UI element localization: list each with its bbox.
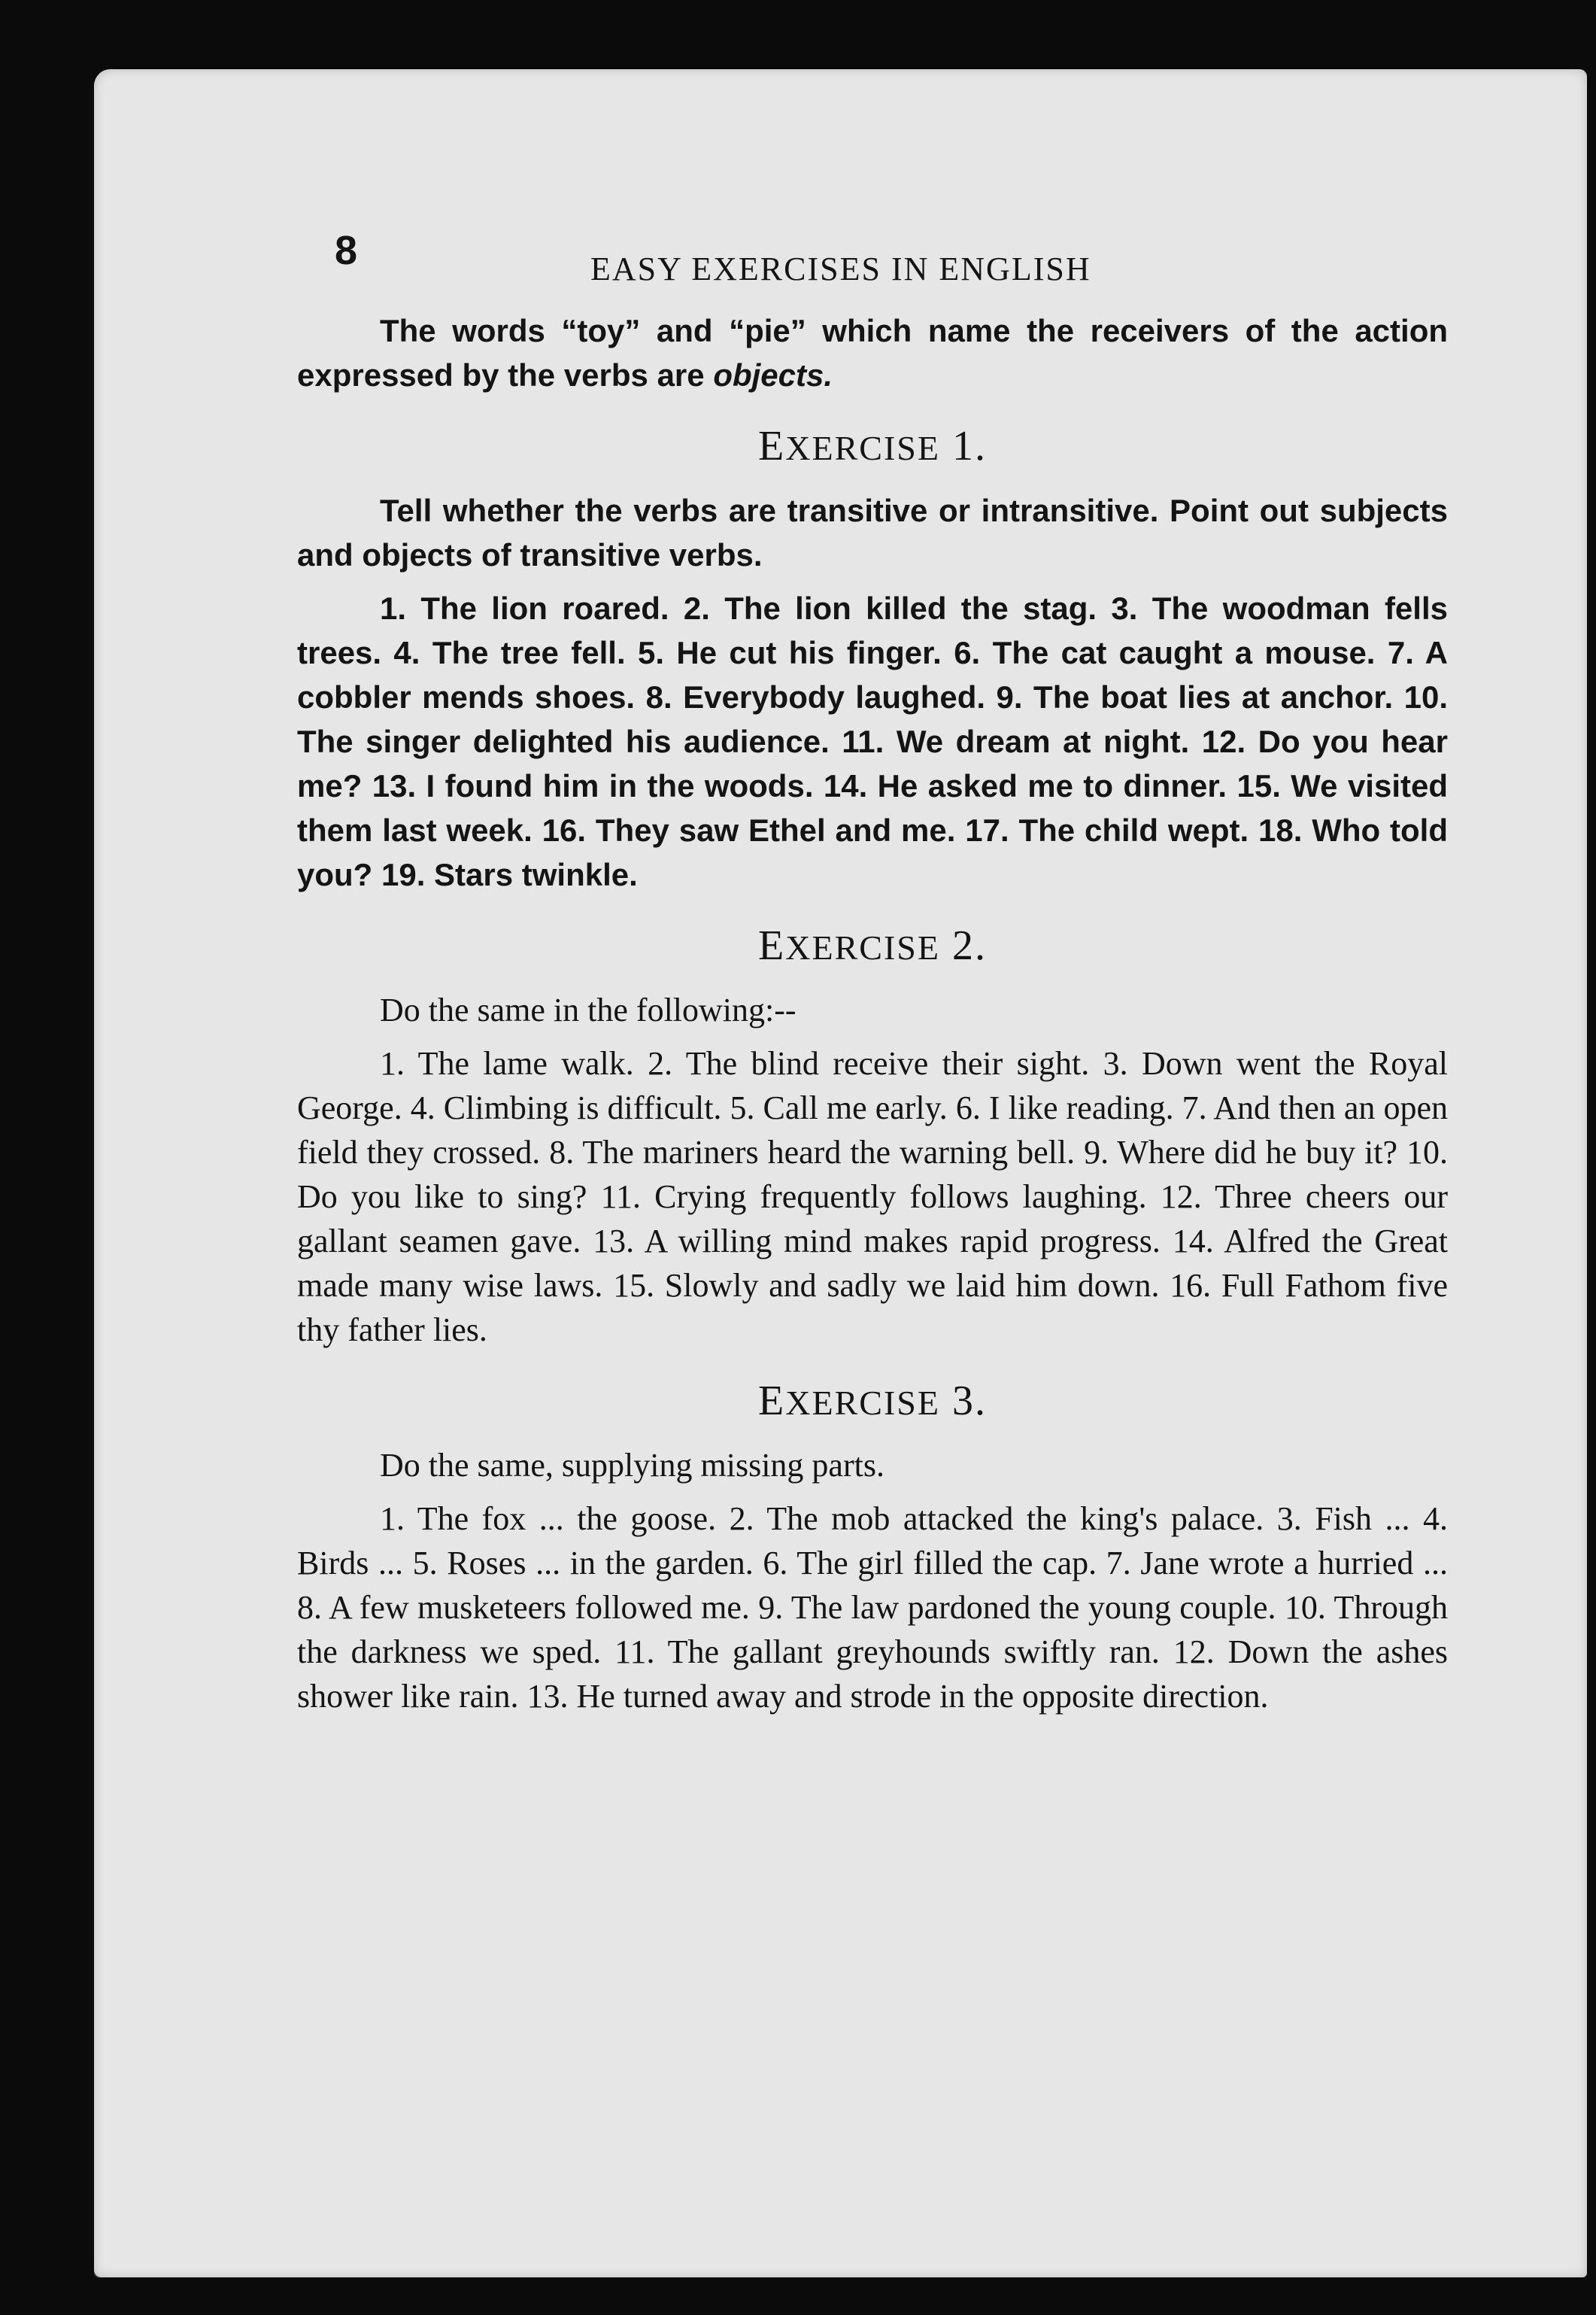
exercise-1-instruction: Tell whether the verbs are transitive or intransitive. Point out subjects and objects of transitive verbs. [297, 493, 1448, 573]
exercise-3-title: EXERCISE 3. [758, 1378, 987, 1424]
intro-text-1: The words “toy” and “pie” which name the [380, 313, 1091, 348]
intro-text-italic: objects. [713, 357, 833, 393]
exercise-3-items: 1. The fox ... the goose. 2. The mob attacked the king's palace. 3. Fish ... 4. Birds ... 5. Roses ... in the garden. 6. The girl filled the cap. 7. Jane wrote a hurried ... 8. A few musketeers followed me. 9. The law pardoned the young couple. 10. Through the darkness we sped. 11. The gallant greyhounds swiftly ran. 12. Down the ashes shower like rain. 13. He turned away and strode in the opposite direction. [297, 1500, 1448, 1715]
exercise-2-title: EXERCISE 2. [758, 922, 987, 969]
exercise-2-instruction: Do the same in the following:-- [380, 992, 796, 1028]
page-number: 8 [335, 228, 358, 273]
intro-paragraph [297, 308, 1448, 397]
intro-text-2: the action expressed by the verbs are [297, 313, 1448, 393]
exercise-3-instruction: Do the same, supplying missing parts. [380, 1447, 884, 1484]
exercise-1-items: 1. The lion roared. 2. The lion killed the stag. 3. The woodman fells trees. 4. The tree fell. 5. He cut his finger. 6. The cat caught a mouse. 7. A cobbler mends shoes. 8. Everybody laughed. 9. The boat lies at anchor. 10. The singer delighted his audience. 11. We dream at night. 12. Do you hear me? 13. I found him in the woods. 14. He asked me to dinner. 15. We visited them last week. 16. They saw Ethel and me. 17. The child wept. 18. Who told you? 19. Stars twinkle. [297, 591, 1448, 892]
page-header [297, 218, 1448, 308]
exercise-1-title: EXERCISE 1. [758, 423, 987, 469]
intro-text-bold: receivers of [1090, 313, 1276, 348]
running-head: EASY EXERCISES IN ENGLISH [590, 251, 1091, 287]
page-content [297, 218, 1448, 1718]
exercise-2-items: 1. The lame walk. 2. The blind receive their sight. 3. Down went the Royal George. 4. Climbing is difficult. 5. Call me early. 6. I like reading. 7. And then an open field they crossed. 8. The mariners heard the warning bell. 9. Where did he buy it? 10. Do you like to sing? 11. Crying frequently follows laughing. 12. Three cheers our gallant seamen gave. 13. A willing mind makes rapid progress. 14. Alfred the Great made many wise laws. 15. Slowly and sadly we laid him down. 16. Full Fathom five thy father lies. [297, 1045, 1448, 1348]
